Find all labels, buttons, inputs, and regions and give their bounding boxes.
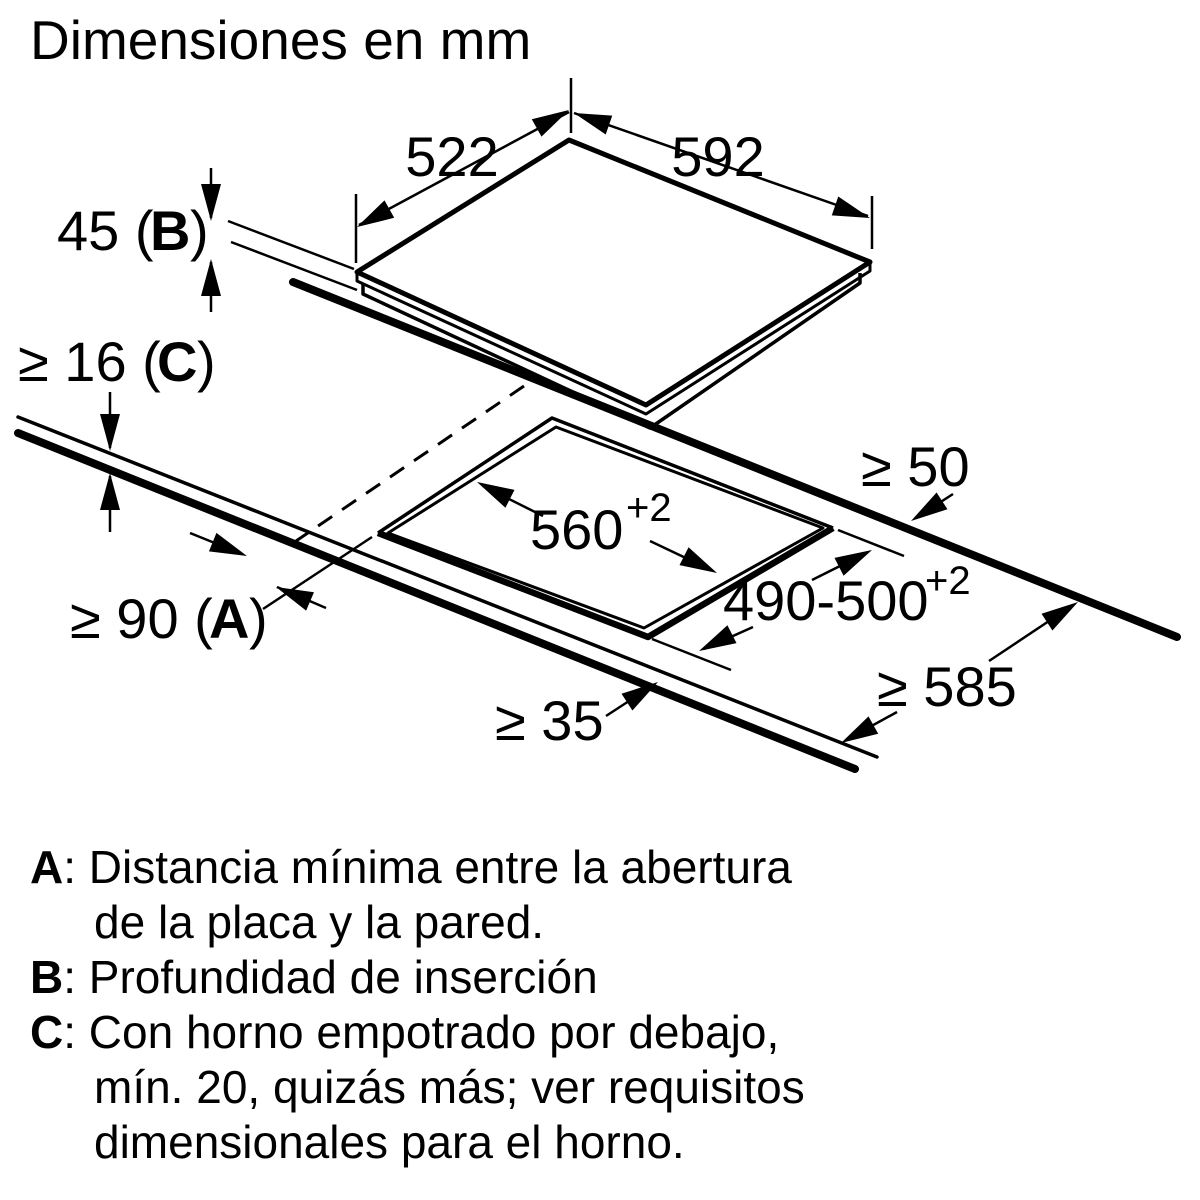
legend-item-A: A: Distancia mínima entre la abertura bbox=[30, 841, 792, 893]
svg-text:522: 522 bbox=[405, 125, 499, 188]
legend-item-C: C: Con horno empotrado por debajo, bbox=[30, 1006, 780, 1058]
svg-text:+2: +2 bbox=[925, 559, 971, 603]
dimension-490-500 bbox=[694, 541, 970, 660]
svg-text:B: B bbox=[150, 199, 191, 262]
legend-key-A: A bbox=[30, 841, 64, 893]
svg-text:+2: +2 bbox=[626, 486, 672, 530]
dimension-560 bbox=[472, 473, 721, 582]
svg-text:490-500: 490-500 bbox=[723, 569, 929, 632]
legend-text: Profundidad de inserción bbox=[88, 951, 598, 1003]
legend-text: Distancia mínima entre la abertura bbox=[88, 841, 792, 893]
legend-item-B: B: Profundidad de inserción bbox=[30, 951, 598, 1003]
svg-text:560: 560 bbox=[530, 498, 624, 561]
legend-key-B: B bbox=[30, 951, 64, 1003]
page-title: Dimensiones en mm bbox=[30, 9, 532, 71]
svg-text:A: A bbox=[209, 587, 250, 650]
svg-text:): ) bbox=[197, 330, 216, 393]
svg-text:≥ 16 (: ≥ 16 ( bbox=[18, 330, 161, 393]
legend-text: Con horno empotrado por debajo, bbox=[88, 1006, 780, 1058]
svg-text:): ) bbox=[190, 199, 209, 262]
svg-text:C: C bbox=[157, 330, 198, 393]
svg-text:≥ 90 (: ≥ 90 ( bbox=[70, 587, 213, 650]
dimension-90-A bbox=[70, 533, 326, 650]
svg-text:45 (: 45 ( bbox=[57, 199, 154, 262]
legend-item-C-cont1: mín. 20, quizás más; ver requisitos bbox=[94, 1061, 805, 1113]
legend-item-A-cont: de la placa y la pared. bbox=[94, 896, 545, 948]
legend bbox=[30, 840, 1090, 1170]
svg-text:592: 592 bbox=[671, 125, 765, 188]
svg-text:): ) bbox=[249, 587, 268, 650]
legend-key-C: C bbox=[30, 1006, 64, 1058]
svg-text:≥ 35: ≥ 35 bbox=[495, 689, 604, 752]
svg-text:≥ 585: ≥ 585 bbox=[877, 655, 1017, 718]
legend-item-C-cont2: dimensionales para el horno. bbox=[94, 1116, 685, 1168]
svg-text:≥ 50: ≥ 50 bbox=[861, 435, 970, 498]
